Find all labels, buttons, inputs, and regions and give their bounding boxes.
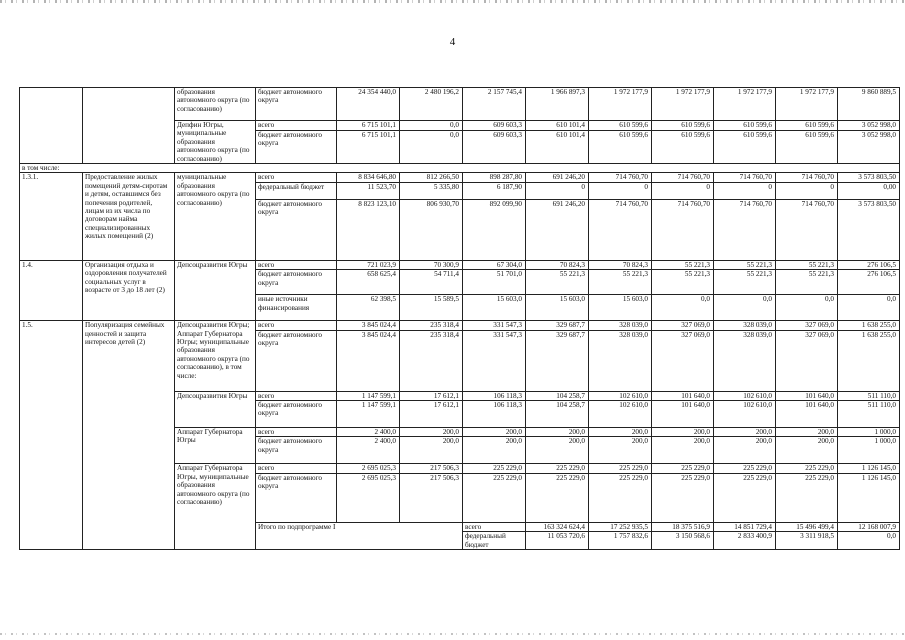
cell-name: Организация отдыха и оздоровления получателей социальных услуг в возрасте от 3 до 18 лет (2) <box>83 260 175 320</box>
cell-value: 328 039,0 <box>589 321 652 330</box>
table-row <box>20 260 900 269</box>
cell-source: бюджет автономного округа <box>256 199 337 260</box>
cell-value: 1 972 177,9 <box>652 88 714 121</box>
cell-value: 200,0 <box>589 428 652 437</box>
cell-value: 327 069,0 <box>652 330 714 391</box>
cell-source: бюджет автономного округа <box>256 270 337 295</box>
cell-source: бюджет автономного округа <box>256 437 337 464</box>
cell-value: 70 300,9 <box>400 260 463 269</box>
cell-source: всего <box>256 260 337 269</box>
cell-value: 1 972 177,9 <box>714 88 776 121</box>
cell-value: 11 523,70 <box>337 182 400 199</box>
cell-value: 0,0 <box>838 295 900 321</box>
cell-executor: Аппарат Губернатора Югры, муниципальные образования автономного округа (по согласованию) <box>175 464 256 550</box>
cell-value: 610 101,4 <box>526 121 589 131</box>
cell-source: федеральный бюджет <box>256 182 337 199</box>
cell-value: 101 640,0 <box>652 391 714 400</box>
cell-value: 200,0 <box>714 428 776 437</box>
cell-value: 610 599,6 <box>776 121 838 131</box>
cell-value: 55 221,3 <box>776 260 838 269</box>
cell-value: 3 845 024,4 <box>337 330 400 391</box>
cell-value: 610 599,6 <box>652 130 714 164</box>
cell-value: 2 695 025,3 <box>337 464 400 473</box>
cell-name: Популяризация семейных ценностей и защита интересов детей (2) <box>83 321 175 550</box>
cell-source: всего <box>256 464 337 473</box>
cell-value: 276 106,5 <box>838 270 900 295</box>
cell-value: 200,0 <box>463 428 526 437</box>
cell-value: 225 229,0 <box>652 473 714 522</box>
cell-value: 2 157 745,4 <box>463 88 526 121</box>
cell-value: 0 <box>589 182 652 199</box>
cell-value: 3 311 918,5 <box>776 532 838 550</box>
cell-value: 15 496 499,4 <box>776 522 838 531</box>
cell-value: 8 823 123,10 <box>337 199 400 260</box>
cell-value: 714 760,70 <box>589 173 652 182</box>
cell-executor: Депфин Югры, муниципальные образования автономного округа (по согласованию) <box>175 121 256 164</box>
cell-value: 55 221,3 <box>714 260 776 269</box>
cell-value: 225 229,0 <box>463 473 526 522</box>
cell-value: 1 757 832,6 <box>589 532 652 550</box>
cell-value: 892 099,90 <box>463 199 526 260</box>
cell-value: 225 229,0 <box>714 464 776 473</box>
cell-value: 200,0 <box>714 437 776 464</box>
cell-num: 1.5. <box>20 321 83 550</box>
table-row <box>20 88 900 121</box>
cell-value: 225 229,0 <box>526 464 589 473</box>
cell-value: 200,0 <box>400 437 463 464</box>
cell-value: 200,0 <box>776 428 838 437</box>
cell-value: 101 640,0 <box>776 391 838 400</box>
cell-executor: Депсоцразвития Югры <box>175 260 256 320</box>
cell-value: 2 480 196,2 <box>400 88 463 121</box>
cell-value: 1 972 177,9 <box>589 88 652 121</box>
cell-value: 610 101,4 <box>526 130 589 164</box>
cell-value: 0,0 <box>776 295 838 321</box>
cell-value: 691 246,20 <box>526 173 589 182</box>
section-label: в том числе: <box>20 164 900 173</box>
cell-value: 51 701,0 <box>463 270 526 295</box>
cell-source: бюджет автономного округа <box>256 88 337 121</box>
cell-value: 55 221,3 <box>714 270 776 295</box>
cell-source: всего <box>256 428 337 437</box>
cell-source: иные источники финансирования <box>256 295 337 321</box>
cell-value: 0,0 <box>652 295 714 321</box>
cell-value: 102 610,0 <box>714 401 776 428</box>
cell-value: 200,0 <box>526 428 589 437</box>
cell-value: 714 760,70 <box>776 173 838 182</box>
cell-value: 714 760,70 <box>714 199 776 260</box>
cell-value: 2 833 400,9 <box>714 532 776 550</box>
cell-value: 225 229,0 <box>776 473 838 522</box>
cell-value: 610 599,6 <box>714 130 776 164</box>
cell-value: 1 147 599,1 <box>337 391 400 400</box>
cell-value: 102 610,0 <box>589 391 652 400</box>
cell-value: 17 612,1 <box>400 401 463 428</box>
cell-value: 0 <box>526 182 589 199</box>
cell-value: 898 287,80 <box>463 173 526 182</box>
cell-value: 328 039,0 <box>714 321 776 330</box>
cell-value: 9 860 889,5 <box>838 88 900 121</box>
cell-value: 1 966 897,3 <box>526 88 589 121</box>
cell-value: 511 110,0 <box>838 391 900 400</box>
cell-value: 1 000,0 <box>838 437 900 464</box>
cell-value: 610 599,6 <box>652 121 714 131</box>
cell-value: 1 000,0 <box>838 428 900 437</box>
cell-value: 102 610,0 <box>714 391 776 400</box>
cell-value: 70 824,3 <box>526 260 589 269</box>
cell-value: 104 258,7 <box>526 391 589 400</box>
table-row <box>20 321 900 330</box>
cell-value: 3 150 568,6 <box>652 532 714 550</box>
cell-value: 331 547,3 <box>463 330 526 391</box>
cell-value: 104 258,7 <box>526 401 589 428</box>
cell-value: 200,0 <box>589 437 652 464</box>
cell-value: 609 603,3 <box>463 121 526 131</box>
page-number: 4 <box>449 36 456 48</box>
cell-value: 18 375 516,9 <box>652 522 714 531</box>
cell-value: 806 930,70 <box>400 199 463 260</box>
cell-value: 812 266,50 <box>400 173 463 182</box>
cell-value: 714 760,70 <box>589 199 652 260</box>
cell-value: 106 118,3 <box>463 391 526 400</box>
cell-value: 235 318,4 <box>400 321 463 330</box>
cell-value: 217 506,3 <box>400 464 463 473</box>
cell-value: 15 603,0 <box>463 295 526 321</box>
cell-value: 70 824,3 <box>589 260 652 269</box>
scan-artifact-bottom <box>0 633 905 635</box>
cell-value: 3 052 998,0 <box>838 121 900 131</box>
cell-value: 106 118,3 <box>463 401 526 428</box>
cell-value: 327 069,0 <box>652 321 714 330</box>
cell-value: 102 610,0 <box>589 401 652 428</box>
cell-value: 328 039,0 <box>714 330 776 391</box>
cell-value: 0,0 <box>400 130 463 164</box>
cell-executor: муниципальные образования автономного округа (по согласованию) <box>175 173 256 260</box>
cell-value: 6 715 101,1 <box>337 121 400 131</box>
cell-value: 15 589,5 <box>400 295 463 321</box>
cell-value: 329 687,7 <box>526 330 589 391</box>
cell-value: 610 599,6 <box>589 121 652 131</box>
cell-source: всего <box>256 391 337 400</box>
cell-executor: Аппарат Губернатора Югры <box>175 428 256 464</box>
cell-value: 54 711,4 <box>400 270 463 295</box>
cell-value: 12 168 007,9 <box>838 522 900 531</box>
cell-value: 163 324 624,4 <box>526 522 589 531</box>
cell-source: федеральный бюджет <box>463 532 526 550</box>
table-row <box>20 173 900 182</box>
cell-value: 17 612,1 <box>400 391 463 400</box>
cell-value: 0,0 <box>400 121 463 131</box>
cell-value: 200,0 <box>463 437 526 464</box>
cell-value: 55 221,3 <box>526 270 589 295</box>
cell-value: 714 760,70 <box>714 173 776 182</box>
cell-value: 2 695 025,3 <box>337 473 400 522</box>
cell-value: 658 625,4 <box>337 270 400 295</box>
cell-value: 67 304,0 <box>463 260 526 269</box>
cell-value: 2 400,0 <box>337 428 400 437</box>
cell-value: 11 053 720,6 <box>526 532 589 550</box>
cell-executor: образования автономного округа (по согласованию) <box>175 88 256 121</box>
cell-value: 8 834 646,80 <box>337 173 400 182</box>
cell-source: бюджет автономного округа <box>256 330 337 391</box>
cell-value: 101 640,0 <box>776 401 838 428</box>
cell-value: 1 638 255,0 <box>838 321 900 330</box>
cell-value: 327 069,0 <box>776 330 838 391</box>
cell-source: бюджет автономного округа <box>256 130 337 164</box>
cell-value: 225 229,0 <box>463 464 526 473</box>
cell-value: 225 229,0 <box>589 464 652 473</box>
cell-value: 511 110,0 <box>838 401 900 428</box>
budget-table <box>19 87 900 550</box>
cell-value: 331 547,3 <box>463 321 526 330</box>
cell-value: 225 229,0 <box>526 473 589 522</box>
cell-value: 0,0 <box>838 532 900 550</box>
cell-executor: Депсоцразвития Югры <box>175 391 256 427</box>
cell-source: всего <box>463 522 526 531</box>
cell-value: 1 126 145,0 <box>838 464 900 473</box>
cell-value: 0 <box>652 182 714 199</box>
cell-value: 200,0 <box>526 437 589 464</box>
cell-source: всего <box>256 121 337 131</box>
cell-name: Предоставление жилых помещений детям-сиротам и детям, оставшимся без попечения родителей, лицам из их числа по договорам найма специализированных жилых помещений (2) <box>83 173 175 260</box>
cell-value: 15 603,0 <box>589 295 652 321</box>
scan-artifact-top <box>0 0 905 3</box>
cell-value: 0,0 <box>714 295 776 321</box>
cell-value: 55 221,3 <box>652 270 714 295</box>
cell-value: 1 972 177,9 <box>776 88 838 121</box>
cell-value: 0 <box>714 182 776 199</box>
cell-value: 225 229,0 <box>652 464 714 473</box>
cell-value: 3 845 024,4 <box>337 321 400 330</box>
cell-value: 200,0 <box>652 437 714 464</box>
cell-value: 3 052 998,0 <box>838 130 900 164</box>
cell-value: 714 760,70 <box>776 199 838 260</box>
cell-value: 200,0 <box>776 437 838 464</box>
cell-value: 6 187,90 <box>463 182 526 199</box>
cell-value: 225 229,0 <box>589 473 652 522</box>
cell-value: 1 147 599,1 <box>337 401 400 428</box>
cell-value: 225 229,0 <box>714 473 776 522</box>
cell-value: 1 638 255,0 <box>838 330 900 391</box>
cell-value: 55 221,3 <box>776 270 838 295</box>
cell-value: 101 640,0 <box>652 401 714 428</box>
cell-value: 714 760,70 <box>652 199 714 260</box>
cell-num: 1.3.1. <box>20 173 83 260</box>
cell-value: 714 760,70 <box>652 173 714 182</box>
cell-value: 55 221,3 <box>589 270 652 295</box>
cell-value: 327 069,0 <box>776 321 838 330</box>
total-label: Итого по подпрограмме I <box>256 522 463 549</box>
cell-value: 6 715 101,1 <box>337 130 400 164</box>
cell-value: 610 599,6 <box>714 121 776 131</box>
cell-value: 3 573 803,50 <box>838 173 900 182</box>
cell-name <box>83 88 175 164</box>
cell-value: 0,00 <box>838 182 900 199</box>
cell-value: 610 599,6 <box>776 130 838 164</box>
cell-value: 5 335,80 <box>400 182 463 199</box>
cell-value: 225 229,0 <box>776 464 838 473</box>
cell-value: 24 354 440,0 <box>337 88 400 121</box>
table-row <box>20 164 900 173</box>
cell-value: 328 039,0 <box>589 330 652 391</box>
cell-value: 55 221,3 <box>652 260 714 269</box>
cell-value: 200,0 <box>652 428 714 437</box>
cell-value: 0 <box>776 182 838 199</box>
cell-value: 609 603,3 <box>463 130 526 164</box>
cell-value: 62 398,5 <box>337 295 400 321</box>
cell-value: 3 573 803,50 <box>838 199 900 260</box>
cell-value: 1 126 145,0 <box>838 473 900 522</box>
cell-value: 15 603,0 <box>526 295 589 321</box>
cell-value: 2 400,0 <box>337 437 400 464</box>
cell-value: 329 687,7 <box>526 321 589 330</box>
cell-value: 721 023,9 <box>337 260 400 269</box>
cell-value: 610 599,6 <box>589 130 652 164</box>
cell-executor: Депсоцразвития Югры; Аппарат Губернатора Югры; муниципальные образования автономного округа (по согласованию), в том числе: <box>175 321 256 391</box>
cell-source: бюджет автономного округа <box>256 401 337 428</box>
cell-source: бюджет автономного округа <box>256 473 337 522</box>
cell-value: 235 318,4 <box>400 330 463 391</box>
cell-value: 276 106,5 <box>838 260 900 269</box>
cell-num: 1.4. <box>20 260 83 320</box>
cell-num <box>20 88 83 164</box>
cell-source: всего <box>256 321 337 330</box>
cell-value: 691 246,20 <box>526 199 589 260</box>
cell-value: 217 506,3 <box>400 473 463 522</box>
cell-value: 200,0 <box>400 428 463 437</box>
cell-value: 14 851 729,4 <box>714 522 776 531</box>
cell-value: 17 252 935,5 <box>589 522 652 531</box>
cell-source: всего <box>256 173 337 182</box>
